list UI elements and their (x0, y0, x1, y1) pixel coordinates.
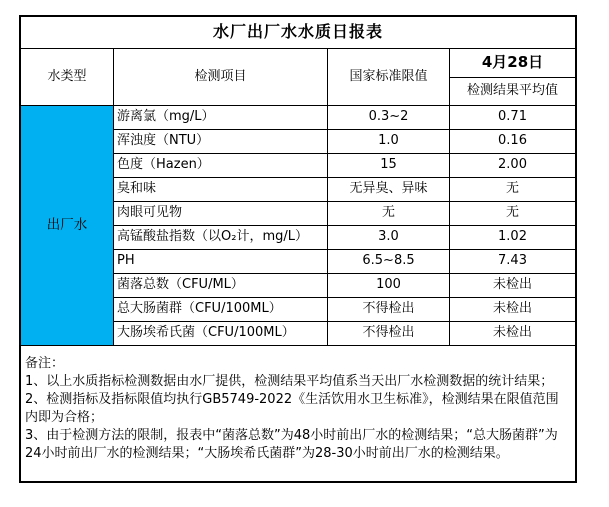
table-row-standard: 6.5~8.5 (328, 250, 450, 274)
header-test-item: 检测项目 (114, 49, 328, 106)
table-row-standard: 15 (328, 154, 450, 178)
note-line-3: 3、由于检测方法的限制，报表中“菌落总数”为48小时前出厂水的检测结果；“总大肠菌群”为24小时前出厂水的检测结果；“大肠埃希氏菌群”为28-30小时前出厂水的检测结果。 (25, 428, 558, 461)
table-row-standard: 0.3~2 (328, 106, 450, 130)
header-result-avg: 检测结果平均值 (450, 78, 575, 106)
table-row-item: 游离氯（mg/L） (114, 106, 328, 130)
table-row-result: 无 (450, 202, 575, 226)
table-row-result: 0.16 (450, 130, 575, 154)
water-type-cell: 出厂水 (21, 106, 114, 346)
table-row-item: 高锰酸盐指数（以O₂计，mg/L） (114, 226, 328, 250)
notes-section (21, 346, 575, 481)
water-quality-report-table (19, 15, 577, 483)
table-row-result: 2.00 (450, 154, 575, 178)
table-row-item: 总大肠菌群（CFU/100ML） (114, 298, 328, 322)
table-row-item: 菌落总数（CFU/ML） (114, 274, 328, 298)
header-national-standard: 国家标准限值 (328, 49, 450, 106)
table-row-result: 未检出 (450, 298, 575, 322)
table-row-result: 未检出 (450, 274, 575, 298)
table-row-item: PH (114, 250, 328, 274)
report-title: 水厂出厂水水质日报表 (21, 17, 575, 49)
table-row-standard: 不得检出 (328, 322, 450, 346)
header-date: 4月28日 (450, 49, 575, 78)
table-row-standard: 不得检出 (328, 298, 450, 322)
table-row-result: 1.02 (450, 226, 575, 250)
table-row-result: 0.71 (450, 106, 575, 130)
header-water-type: 水类型 (21, 49, 114, 106)
table-row-standard: 无 (328, 202, 450, 226)
table-row-item: 色度（Hazen） (114, 154, 328, 178)
table-row-result: 7.43 (450, 250, 575, 274)
table-row-standard: 3.0 (328, 226, 450, 250)
table-row-standard: 无异臭、异味 (328, 178, 450, 202)
note-line-2: 2、检测指标及指标限值均执行GB5749-2022《生活饮用水卫生标准》，检测结果在限值范围内即为合格； (25, 392, 559, 425)
note-line-1: 1、以上水质指标检测数据由水厂提供，检测结果平均值系当天出厂水检测数据的统计结果； (25, 374, 554, 389)
table-row-result: 无 (450, 178, 575, 202)
table-row-result: 未检出 (450, 322, 575, 346)
table-row-item: 肉眼可见物 (114, 202, 328, 226)
table-row-item: 大肠埃希氏菌（CFU/100ML） (114, 322, 328, 346)
table-row-item: 臭和味 (114, 178, 328, 202)
table-row-standard: 100 (328, 274, 450, 298)
table-row-standard: 1.0 (328, 130, 450, 154)
notes-label: 备注： (25, 356, 65, 371)
table-row-item: 浑浊度（NTU） (114, 130, 328, 154)
